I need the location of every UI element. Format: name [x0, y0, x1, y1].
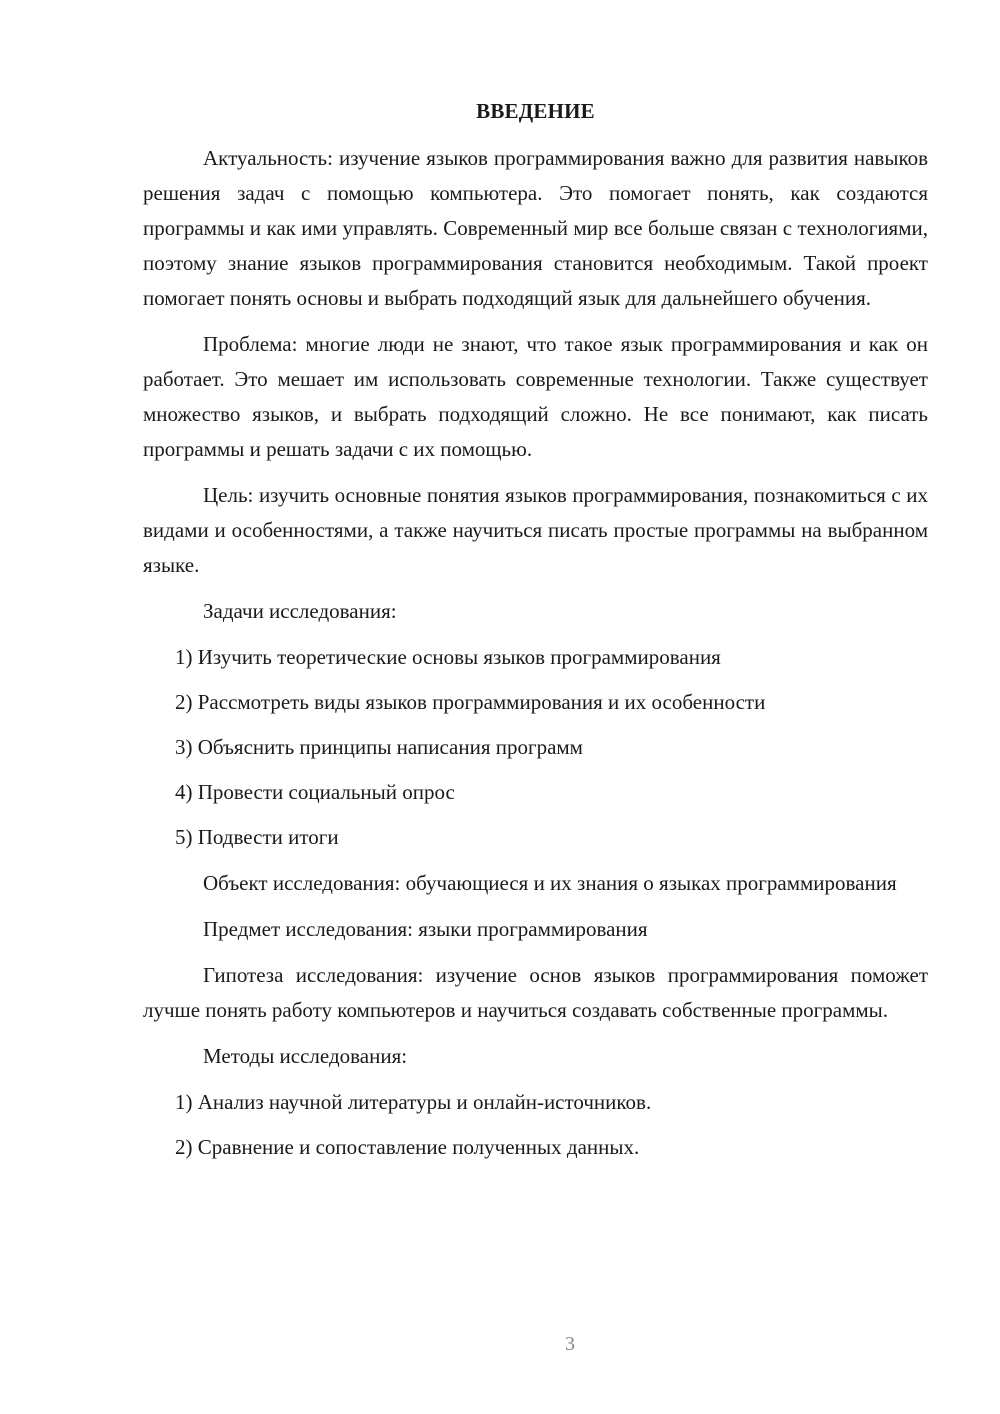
page-content — [143, 94, 928, 1176]
list-item: 1) Изучить теоретические основы языков программирования — [175, 645, 721, 669]
object-paragraph: Объект исследования: обучающиеся и их знания о языках программирования — [203, 871, 897, 895]
methods-list — [143, 1085, 928, 1165]
list-item: 3) Объяснить принципы написания программ — [175, 735, 583, 759]
relevance-paragraph: Актуальность: изучение языков программирования важно для развития навыков решения задач с помощью компьютера. Это помогает понять, как создаются программы и как ими управлять. Современный мир все больше связан с технологиями, поэтому знание языков программирования становится необходимым. Такой проект помогает понять основы и выбрать подходящий язык для дальнейшего обучения. — [143, 146, 928, 310]
list-item: 4) Провести социальный опрос — [175, 780, 455, 804]
problem-paragraph: Проблема: многие люди не знают, что такое язык программирования и как он работает. Это мешает им использовать современные технологии. Также существует множество языков, и выбрать подходящий сложно. Не все понимают, как писать программы и решать задачи с их помощью. — [143, 332, 928, 461]
tasks-heading: Задачи исследования: — [203, 599, 397, 623]
tasks-list — [143, 640, 928, 855]
subject-paragraph: Предмет исследования: языки программирования — [203, 917, 648, 941]
methods-heading: Методы исследования: — [203, 1044, 408, 1068]
hypothesis-paragraph: Гипотеза исследования: изучение основ языков программирования поможет лучше понять работу компьютеров и научиться создавать собственные программы. — [143, 963, 928, 1022]
page-number: 3 — [565, 1333, 575, 1355]
section-title: ВВЕДЕНИЕ — [476, 99, 595, 123]
list-item: 5) Подвести итоги — [175, 825, 339, 849]
list-item: 2) Рассмотреть виды языков программирования и их особенности — [175, 690, 766, 714]
list-item: 1) Анализ научной литературы и онлайн-источников. — [175, 1090, 652, 1114]
list-item: 2) Сравнение и сопоставление полученных данных. — [175, 1135, 640, 1159]
goal-paragraph: Цель: изучить основные понятия языков программирования, познакомиться с их видами и особенностями, а также научиться писать простые программы на выбранном языке. — [143, 483, 928, 577]
